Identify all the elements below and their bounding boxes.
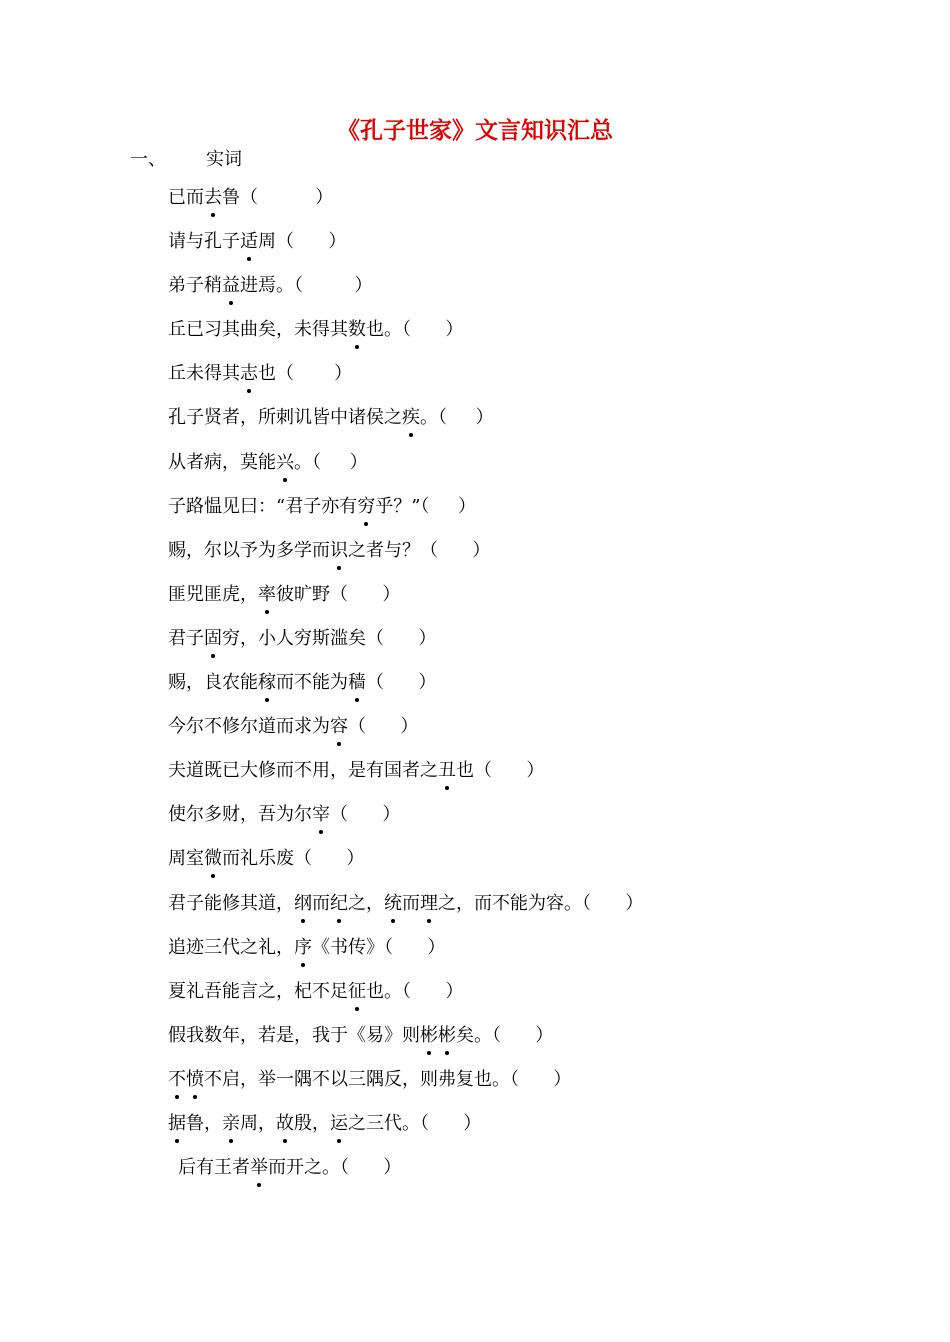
- bracket-close: ）: [346, 848, 365, 870]
- document-title: 《孔子世家》文言知识汇总: [337, 117, 613, 144]
- question-text: 请与孔子: [168, 231, 240, 253]
- answer-blank[interactable]: [366, 715, 400, 739]
- bracket-close: ）: [382, 804, 401, 826]
- question-text: 君子能修其道，: [168, 892, 294, 914]
- question-text: 子路愠见曰：“君子亦有: [168, 495, 358, 517]
- question-text: 假我数年，若是，我于《易》则: [168, 1024, 420, 1046]
- bracket-close: ）: [315, 187, 334, 208]
- question-text: 殷，: [294, 1112, 330, 1134]
- bracket-close: ）: [625, 892, 644, 914]
- question-text: 从者病，莫能: [168, 451, 276, 473]
- question-item: [168, 186, 643, 230]
- question-item: [168, 406, 643, 450]
- emphasized-char: 序: [294, 936, 312, 958]
- bracket-close: ）: [526, 760, 545, 782]
- section-number: 一、: [130, 149, 166, 170]
- question-text: 而: [312, 892, 330, 914]
- question-text: 周，: [240, 1112, 276, 1134]
- question-text: 丘已习其曲矣，未得其: [168, 319, 348, 341]
- question-text: 穷，小人穷斯滥矣（: [222, 627, 384, 649]
- question-item: [168, 230, 643, 274]
- question-text: 而: [402, 892, 420, 914]
- question-item: [168, 583, 643, 627]
- question-text: 。（: [294, 451, 321, 473]
- bracket-close: ）: [553, 1068, 572, 1090]
- question-item: [168, 274, 643, 318]
- question-item: [168, 715, 643, 759]
- bracket-close: ）: [445, 980, 464, 1002]
- question-text: 使尔多财，吾为尔: [168, 804, 312, 826]
- emphasized-char: 穷: [357, 495, 376, 517]
- answer-blank[interactable]: [447, 406, 476, 430]
- question-text: 之三代。（: [348, 1112, 429, 1134]
- question-text: 乎？”（: [375, 495, 430, 517]
- emphasized-char: 故: [276, 1112, 294, 1134]
- question-text: 匪兕匪虎，: [168, 583, 258, 605]
- question-text: 周室: [168, 848, 204, 870]
- question-item: [168, 1024, 643, 1068]
- bracket-close: ）: [535, 1024, 554, 1046]
- answer-blank[interactable]: [429, 495, 458, 519]
- emphasized-char: 数: [348, 319, 366, 341]
- question-item: [168, 1112, 643, 1156]
- question-text: 今尔不修尔道而求为: [168, 716, 330, 738]
- emphasized-char: 疾: [402, 407, 420, 429]
- question-text: 进焉。（: [240, 275, 303, 297]
- question-item: [168, 936, 643, 980]
- bracket-close: ）: [418, 627, 437, 649]
- emphasized-char: 愤: [186, 1068, 204, 1090]
- question-text: 彼旷野（: [276, 583, 348, 605]
- question-item: [168, 759, 643, 803]
- emphasized-char: 容: [330, 716, 348, 738]
- answer-blank[interactable]: [393, 936, 427, 960]
- emphasized-char: 亲: [222, 1112, 240, 1134]
- question-text: 也。（: [366, 980, 411, 1002]
- question-text: 之，: [348, 892, 384, 914]
- question-text: 而开之。（: [268, 1157, 349, 1179]
- question-text: 。（: [420, 407, 447, 429]
- question-text: 夫道既已大修而不用，是有国者之: [168, 760, 438, 782]
- emphasized-char: 适: [240, 231, 258, 253]
- question-text: 君子: [168, 627, 204, 649]
- section-heading: [130, 148, 242, 172]
- question-text: 追迹三代之礼，: [168, 936, 294, 958]
- question-item: [168, 1156, 643, 1200]
- emphasized-char: 彬: [438, 1024, 456, 1046]
- bracket-close: ）: [383, 1157, 402, 1179]
- emphasized-char: 识: [330, 539, 348, 561]
- question-text: 而不能为: [276, 672, 348, 694]
- bracket-close: ）: [463, 1112, 482, 1134]
- emphasized-char: 志: [240, 363, 258, 385]
- emphasized-char: 稼: [258, 672, 276, 694]
- question-text: 已而: [168, 187, 204, 208]
- answer-blank[interactable]: [348, 803, 382, 827]
- answer-blank[interactable]: [411, 980, 445, 1004]
- answer-blank[interactable]: [294, 230, 328, 254]
- answer-blank[interactable]: [384, 671, 418, 695]
- emphasized-char: 彬: [420, 1024, 438, 1046]
- question-text: 鲁，: [186, 1112, 222, 1134]
- question-text: 之者与？（: [348, 539, 438, 561]
- bracket-close: ）: [445, 319, 464, 341]
- emphasized-char: 理: [420, 892, 438, 914]
- question-text: 而礼乐废（: [222, 848, 312, 870]
- question-item: [168, 980, 643, 1024]
- question-text: 赐，尔以予为多学而: [168, 539, 330, 561]
- question-item: [168, 847, 643, 891]
- question-text: 孔子贤者，所刺讥皆中诸侯之: [168, 407, 402, 429]
- question-item: [168, 671, 643, 715]
- emphasized-char: 微: [204, 848, 222, 870]
- question-text: 《书传》（: [312, 936, 393, 958]
- answer-blank[interactable]: [384, 627, 418, 651]
- bracket-close: ）: [458, 495, 477, 517]
- question-text: 不启，举一隅不以三隅反，则弗复也。（: [204, 1068, 519, 1090]
- question-text: 也（: [258, 363, 294, 385]
- emphasized-char: 益: [222, 275, 240, 297]
- question-text: 赐，良农能: [168, 672, 258, 694]
- answer-blank[interactable]: [321, 451, 350, 475]
- question-item: [168, 362, 643, 406]
- question-text: （: [330, 804, 348, 826]
- answer-blank[interactable]: [492, 759, 526, 783]
- question-item: [168, 892, 643, 936]
- bracket-close: ）: [475, 407, 494, 429]
- question-text: 夏礼吾能言之，杞不足: [168, 980, 348, 1002]
- emphasized-char: 征: [348, 980, 366, 1002]
- bracket-close: ）: [334, 363, 353, 385]
- bracket-close: ）: [382, 583, 401, 605]
- question-text: 周（: [258, 231, 294, 253]
- answer-blank[interactable]: [258, 186, 315, 210]
- answer-blank[interactable]: [294, 362, 334, 386]
- answer-blank[interactable]: [411, 318, 445, 342]
- question-item: [168, 1068, 643, 1112]
- question-item: [168, 627, 643, 671]
- emphasized-char: 举: [250, 1157, 268, 1179]
- answer-blank[interactable]: [591, 892, 625, 916]
- emphasized-char: 去: [204, 187, 222, 208]
- answer-blank[interactable]: [429, 1112, 463, 1136]
- question-item: [168, 495, 643, 539]
- answer-blank[interactable]: [348, 583, 382, 607]
- emphasized-char: 固: [204, 627, 222, 649]
- question-item: [168, 539, 643, 583]
- question-text: 鲁（: [222, 187, 258, 208]
- emphasized-char: 宰: [312, 804, 330, 826]
- bracket-close: ）: [328, 231, 347, 253]
- emphasized-char: 运: [330, 1112, 348, 1134]
- question-item: [168, 318, 643, 362]
- emphasized-char: 不: [168, 1068, 186, 1090]
- emphasized-char: 兴: [276, 451, 294, 473]
- bracket-close: ）: [418, 672, 437, 694]
- answer-blank[interactable]: [519, 1068, 553, 1092]
- bracket-close: ）: [349, 451, 368, 473]
- question-text: 之，而不能为容。（: [438, 892, 591, 914]
- question-text: （: [366, 672, 384, 694]
- question-list: [168, 186, 643, 1200]
- bracket-close: ）: [472, 539, 491, 561]
- question-item: [168, 451, 643, 495]
- question-text: 丘未得其: [168, 363, 240, 385]
- question-text: 也（: [456, 760, 492, 782]
- answer-blank[interactable]: [501, 1024, 535, 1048]
- bracket-close: ）: [400, 716, 419, 738]
- emphasized-char: 纲: [294, 892, 312, 914]
- question-text: 弟子稍: [168, 275, 222, 297]
- answer-blank[interactable]: [312, 847, 346, 871]
- emphasized-char: 纪: [330, 892, 348, 914]
- question-text: （: [348, 716, 366, 738]
- emphasized-char: 穑: [348, 672, 366, 694]
- bracket-close: ）: [427, 936, 446, 958]
- answer-blank[interactable]: [349, 1156, 383, 1180]
- question-text: 也。（: [366, 319, 411, 341]
- question-text: 后有王者: [178, 1157, 250, 1179]
- bracket-close: ）: [354, 275, 373, 297]
- emphasized-char: 率: [258, 583, 276, 605]
- section-title: 实词: [206, 149, 242, 170]
- emphasized-char: 统: [384, 892, 402, 914]
- emphasized-char: 丑: [438, 760, 456, 782]
- answer-blank[interactable]: [438, 539, 472, 563]
- emphasized-char: 据: [168, 1112, 186, 1134]
- question-item: [168, 803, 643, 847]
- answer-blank[interactable]: [303, 274, 355, 298]
- question-text: 矣。（: [456, 1024, 501, 1046]
